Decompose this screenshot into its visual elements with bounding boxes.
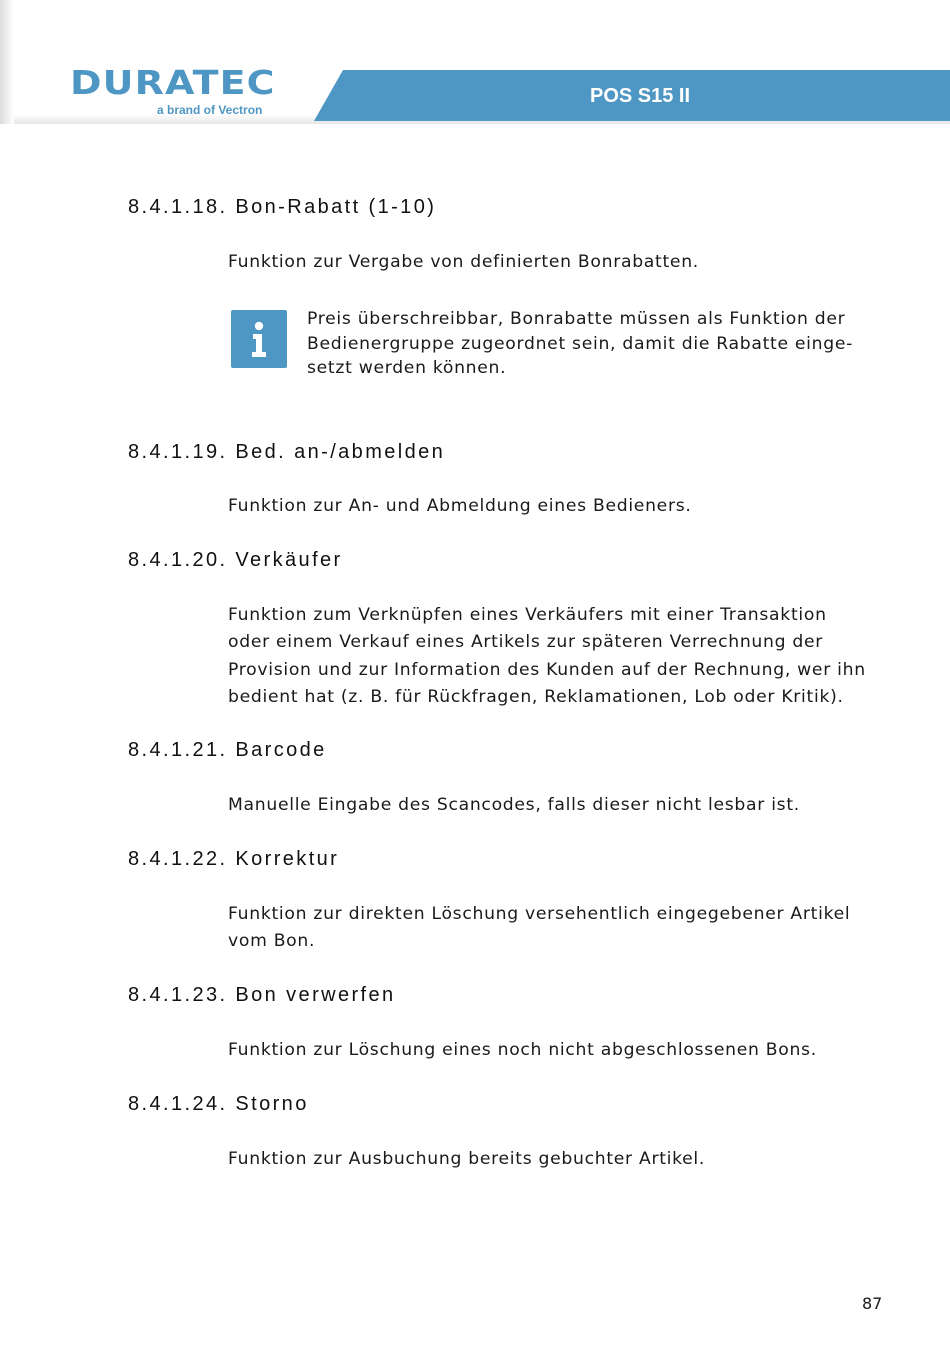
- info-note: [307, 307, 887, 381]
- text-line: Funktion zur Ausbuchung bereits gebuchter Artikel.: [228, 1149, 706, 1169]
- section-text-barcode: [228, 792, 888, 819]
- info-note-line: Preis überschreibbar, Bonrabatte müssen als Funktion der: [307, 309, 846, 329]
- product-title: POS S15 II: [590, 85, 691, 107]
- section-text-bed-anmelden: [228, 493, 888, 520]
- brand-logo: DURATEC: [70, 63, 276, 102]
- section-heading-barcode: 8.4.1.21. Barcode: [128, 739, 327, 761]
- info-note-line: Bedienergruppe zugeordnet sein, damit die Rabatte einge-: [307, 333, 854, 354]
- section-text-verkaeufer: [228, 602, 888, 712]
- section-heading-korrektur: 8.4.1.22. Korrektur: [128, 848, 340, 870]
- text-line: Provision und zur Information des Kunden auf der Rechnung, wer ihn: [228, 659, 866, 680]
- section-heading-verkaeufer: 8.4.1.20. Verkäufer: [128, 549, 343, 571]
- text-line: vom Bon.: [228, 931, 316, 952]
- text-line: Funktion zur direkten Löschung versehentlich eingegebener Artikel: [228, 904, 851, 924]
- page-header: [0, 0, 950, 130]
- section-heading-bon-verwerfen: 8.4.1.23. Bon verwerfen: [128, 984, 396, 1006]
- brand-tagline: a brand of Vectron: [157, 103, 263, 117]
- section-heading-storno: 8.4.1.24. Storno: [128, 1093, 309, 1115]
- text-line: Funktion zum Verknüpfen eines Verkäufers mit einer Transaktion: [228, 605, 827, 625]
- text-line: Manuelle Eingabe des Scancodes, falls dieser nicht lesbar ist.: [228, 795, 800, 815]
- info-note-line: setzt werden können.: [307, 358, 507, 379]
- section-text-storno: [228, 1146, 888, 1173]
- info-icon: [231, 310, 287, 368]
- section-text-korrektur: [228, 901, 888, 956]
- section-heading-bon-rabatt: 8.4.1.18. Bon-Rabatt (1-10): [128, 196, 437, 218]
- section-text-bon-rabatt: Funktion zur Vergabe von definierten Bonrabatten.: [228, 252, 699, 272]
- section-heading-bed-anmelden: 8.4.1.19. Bed. an-/abmelden: [128, 441, 446, 463]
- section-text-bon-verwerfen: [228, 1037, 888, 1064]
- text-line: Funktion zur An- und Abmeldung eines Bedieners.: [228, 496, 692, 516]
- text-line: oder einem Verkauf eines Artikels zur späteren Verrechnung der: [228, 632, 824, 653]
- text-line: Funktion zur Löschung eines noch nicht abgeschlossenen Bons.: [228, 1040, 817, 1060]
- text-line: bedient hat (z. B. für Rückfragen, Reklamationen, Lob oder Kritik).: [228, 687, 844, 708]
- page-number: 87: [862, 1294, 883, 1313]
